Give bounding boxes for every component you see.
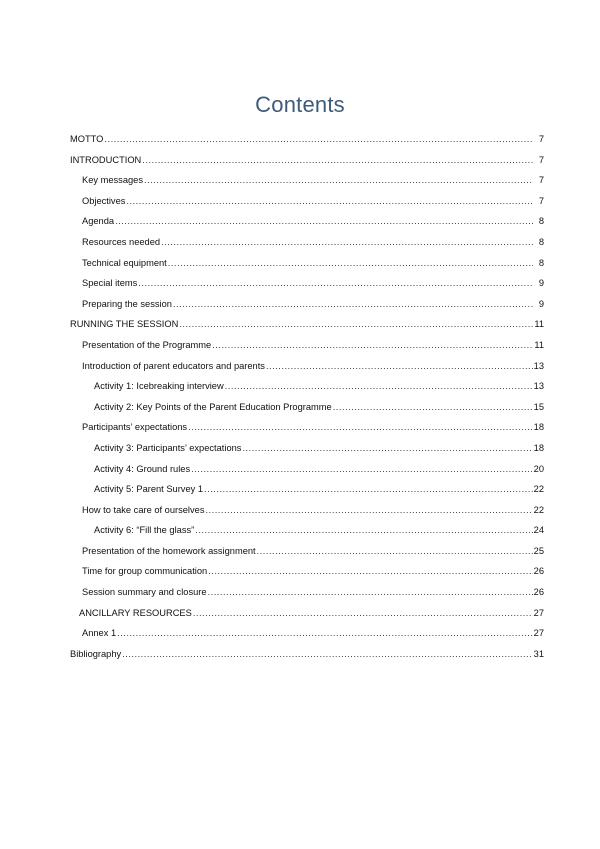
toc-entry-label: Time for group communication	[82, 566, 208, 577]
toc-dot-leader	[205, 500, 532, 521]
toc-dot-leader	[126, 191, 533, 212]
toc-entry-label: MOTTO	[70, 134, 104, 144]
toc-entry[interactable]	[70, 644, 544, 665]
toc-entry[interactable]	[70, 376, 544, 397]
toc-entry-label: Technical equipment	[82, 257, 167, 268]
toc-entry-label: INTRODUCTION	[70, 154, 142, 165]
toc-entry-label: Annex 1	[82, 628, 117, 639]
toc-entry[interactable]	[70, 253, 544, 274]
toc-entry-page-number: 8	[538, 257, 544, 268]
toc-list	[70, 129, 544, 664]
toc-entry-label: Preparing the session	[82, 298, 172, 309]
toc-entry-page-number: 18	[533, 422, 544, 433]
toc-entry-label: Activity 1: Icebreaking interview	[94, 381, 224, 392]
toc-entry-page-number: 9	[538, 298, 544, 309]
toc-entry[interactable]	[70, 438, 544, 459]
toc-entry-page-number: 11	[534, 319, 544, 330]
toc-entry-page-number: 18	[533, 442, 544, 453]
toc-entry-label: Key messages	[82, 175, 143, 186]
toc-dot-leader	[242, 438, 532, 459]
toc-entry[interactable]	[70, 500, 544, 521]
toc-dot-leader	[144, 170, 533, 191]
toc-entry[interactable]	[70, 397, 544, 418]
toc-dot-leader	[168, 253, 533, 274]
toc-entry[interactable]	[70, 294, 544, 315]
toc-entry-page-number: 26	[533, 566, 544, 577]
toc-entry-label: ANCILLARY RESOURCES	[79, 607, 192, 618]
toc-entry-page-number: 7	[538, 195, 544, 206]
toc-entry-label: Resources needed	[82, 236, 161, 247]
toc-entry-page-number: 24	[533, 525, 544, 536]
toc-entry-label: Special items	[82, 278, 138, 289]
toc-entry-label: RUNNING THE SESSION	[70, 319, 179, 330]
toc-entry[interactable]	[70, 459, 544, 480]
toc-entry-page-number: 7	[538, 154, 544, 165]
toc-dot-leader	[225, 376, 533, 397]
toc-dot-leader	[138, 273, 533, 294]
toc-entry[interactable]	[70, 129, 544, 150]
toc-entry-page-number: 11	[534, 339, 544, 350]
toc-dot-leader	[208, 582, 533, 603]
toc-dot-leader	[188, 417, 533, 438]
toc-entry[interactable]	[70, 582, 544, 603]
toc-entry-label: Bibliography	[70, 648, 122, 659]
toc-dot-leader	[161, 232, 533, 253]
toc-entry-label: Presentation of the homework assignment	[82, 545, 256, 556]
toc-dot-leader	[104, 129, 533, 150]
toc-dot-leader	[115, 211, 533, 232]
toc-entry-label: Activity 5: Parent Survey 1	[94, 484, 204, 495]
toc-dot-leader	[173, 294, 533, 315]
toc-dot-leader	[257, 541, 533, 562]
toc-entry[interactable]	[70, 335, 544, 356]
toc-entry-label: Activity 2: Key Points of the Parent Education Programme	[94, 401, 332, 412]
toc-dot-leader	[117, 623, 533, 644]
toc-entry-page-number: 13	[533, 381, 544, 392]
toc-dot-leader	[266, 356, 533, 377]
toc-entry[interactable]	[70, 541, 544, 562]
toc-dot-leader	[195, 520, 532, 541]
toc-entry-label: Introduction of parent educators and parents	[82, 360, 265, 371]
toc-entry[interactable]	[70, 211, 544, 232]
toc-dot-leader	[333, 397, 533, 418]
toc-entry-page-number: 7	[538, 175, 544, 186]
toc-entry-page-number: 9	[538, 278, 544, 289]
toc-entry[interactable]	[70, 170, 544, 191]
toc-dot-leader	[208, 561, 532, 582]
toc-dot-leader	[204, 479, 533, 500]
toc-entry-page-number: 8	[538, 216, 544, 227]
toc-entry-label: Session summary and closure	[82, 587, 207, 598]
toc-entry-page-number: 15	[533, 401, 544, 412]
toc-dot-leader	[122, 644, 532, 665]
toc-entry[interactable]	[70, 273, 544, 294]
toc-entry-label: Activity 6: “Fill the glass”	[94, 525, 195, 536]
toc-dot-leader	[179, 314, 533, 335]
toc-entry-label: Participants’ expectations	[82, 422, 188, 433]
toc-entry-page-number: 25	[533, 545, 544, 556]
toc-entry[interactable]	[70, 479, 544, 500]
toc-entry-page-number: 26	[533, 587, 544, 598]
toc-entry[interactable]	[70, 623, 544, 644]
toc-dot-leader	[142, 150, 533, 171]
toc-entry-page-number: 20	[533, 463, 544, 474]
toc-entry-page-number: 27	[533, 607, 544, 618]
toc-dot-leader	[191, 459, 533, 480]
toc-entry-page-number: 22	[533, 504, 544, 515]
toc-entry[interactable]	[70, 417, 544, 438]
toc-entry-page-number: 7	[538, 134, 544, 144]
toc-entry-page-number: 27	[533, 628, 544, 639]
toc-entry[interactable]	[70, 314, 544, 335]
page-title: Contents	[255, 92, 345, 117]
toc-entry[interactable]	[70, 232, 544, 253]
toc-entry-label: Presentation of the Programme	[82, 339, 212, 350]
toc-entry[interactable]	[70, 520, 544, 541]
toc-entry[interactable]	[70, 561, 544, 582]
toc-entry[interactable]	[70, 356, 544, 377]
toc-entry-page-number: 22	[533, 484, 544, 495]
toc-entry[interactable]	[70, 191, 544, 212]
toc-entry-label: Agenda	[82, 216, 115, 227]
toc-entry-page-number: 13	[533, 360, 544, 371]
toc-entry-label: Activity 4: Ground rules	[94, 463, 191, 474]
toc-dot-leader	[193, 603, 533, 624]
toc-entry[interactable]	[70, 150, 544, 171]
toc-entry-page-number: 8	[538, 236, 544, 247]
toc-entry[interactable]	[70, 603, 544, 624]
toc-entry-label: Activity 3: Participants’ expectations	[94, 442, 242, 453]
toc-dot-leader	[212, 335, 533, 356]
toc-entry-label: How to take care of ourselves	[82, 504, 205, 515]
toc-entry-page-number: 31	[533, 648, 544, 659]
toc-entry-label: Objectives	[82, 195, 126, 206]
